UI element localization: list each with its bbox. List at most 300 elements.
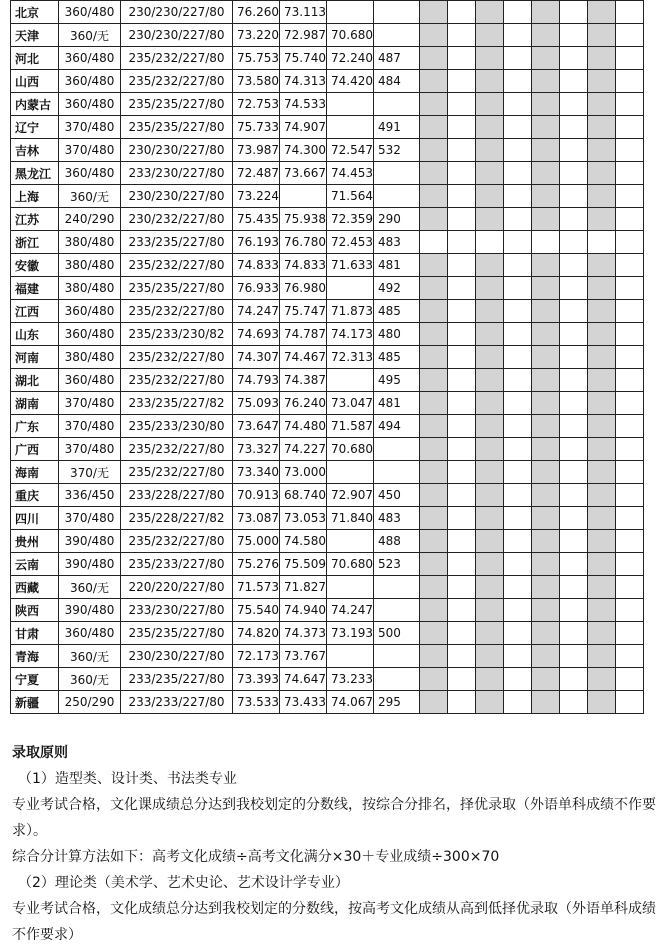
shaded-cell <box>532 185 560 208</box>
province-cell: 山东 <box>11 323 59 346</box>
table-row <box>11 530 644 553</box>
score-line-cell: 360/无 <box>59 576 121 599</box>
empty-cell <box>560 139 588 162</box>
value-cell-2: 73.053 <box>280 507 327 530</box>
shaded-cell <box>420 185 448 208</box>
shaded-cell <box>476 691 504 714</box>
value-cell-2: 73.113 <box>280 1 327 24</box>
value-cell-2: 71.827 <box>280 576 327 599</box>
shaded-cell <box>420 346 448 369</box>
value-cell-2: 74.313 <box>280 70 327 93</box>
shaded-cell <box>420 622 448 645</box>
province-cell: 天津 <box>11 24 59 47</box>
value-cell-1: 76.193 <box>233 231 280 254</box>
score-table <box>10 0 644 714</box>
table-row <box>11 139 644 162</box>
value-cell-1: 75.733 <box>233 116 280 139</box>
empty-cell <box>504 116 532 139</box>
score-line-cell: 360/480 <box>59 47 121 70</box>
shaded-cell <box>476 576 504 599</box>
shaded-cell <box>532 461 560 484</box>
shaded-cell <box>420 116 448 139</box>
value-cell-3 <box>327 576 374 599</box>
province-cell: 上海 <box>11 185 59 208</box>
empty-cell <box>448 392 476 415</box>
province-cell: 河南 <box>11 346 59 369</box>
score-line-cell: 240/290 <box>59 208 121 231</box>
empty-cell <box>448 668 476 691</box>
subject-line-cell: 235/232/227/80 <box>121 70 233 93</box>
empty-cell <box>560 47 588 70</box>
subject-line-cell: 235/232/227/80 <box>121 461 233 484</box>
value-cell-1: 73.327 <box>233 438 280 461</box>
shaded-cell <box>588 162 616 185</box>
shaded-cell <box>420 507 448 530</box>
subject-line-cell: 235/235/227/80 <box>121 277 233 300</box>
value-cell-1: 74.820 <box>233 622 280 645</box>
shaded-cell <box>532 277 560 300</box>
value-cell-1: 75.276 <box>233 553 280 576</box>
shaded-cell <box>532 116 560 139</box>
shaded-cell <box>476 24 504 47</box>
shaded-cell <box>476 484 504 507</box>
value-cell-2: 73.667 <box>280 162 327 185</box>
table-row <box>11 461 644 484</box>
value-cell-4: 488 <box>374 530 420 553</box>
value-cell-2: 74.533 <box>280 93 327 116</box>
subject-line-cell: 230/230/227/80 <box>121 645 233 668</box>
shaded-cell <box>420 47 448 70</box>
shaded-cell <box>420 300 448 323</box>
empty-cell <box>616 1 644 24</box>
value-cell-1: 73.224 <box>233 185 280 208</box>
shaded-cell <box>420 599 448 622</box>
shaded-cell <box>532 668 560 691</box>
shaded-cell <box>420 484 448 507</box>
subject-line-cell: 235/233/227/80 <box>121 553 233 576</box>
table-row <box>11 162 644 185</box>
shaded-cell <box>588 507 616 530</box>
subject-line-cell: 220/220/227/80 <box>121 576 233 599</box>
value-cell-1: 73.220 <box>233 24 280 47</box>
empty-cell <box>560 553 588 576</box>
value-cell-1: 76.260 <box>233 1 280 24</box>
score-line-cell: 390/480 <box>59 553 121 576</box>
shaded-cell <box>476 277 504 300</box>
province-cell: 甘肃 <box>11 622 59 645</box>
empty-cell <box>504 185 532 208</box>
value-cell-3: 72.240 <box>327 47 374 70</box>
empty-cell <box>560 346 588 369</box>
empty-cell <box>616 162 644 185</box>
province-cell: 海南 <box>11 461 59 484</box>
empty-cell <box>504 461 532 484</box>
value-cell-2: 75.740 <box>280 47 327 70</box>
empty-cell <box>504 576 532 599</box>
value-cell-4 <box>374 1 420 24</box>
empty-cell <box>560 300 588 323</box>
table-row <box>11 668 644 691</box>
province-cell: 吉林 <box>11 139 59 162</box>
shaded-cell <box>420 461 448 484</box>
province-cell: 湖南 <box>11 392 59 415</box>
empty-cell <box>504 599 532 622</box>
shaded-cell <box>588 461 616 484</box>
shaded-cell <box>588 139 616 162</box>
score-line-cell: 370/无 <box>59 461 121 484</box>
empty-cell <box>616 300 644 323</box>
empty-cell <box>504 415 532 438</box>
shaded-cell <box>532 691 560 714</box>
subject-line-cell: 235/232/227/80 <box>121 300 233 323</box>
province-cell: 安徽 <box>11 254 59 277</box>
empty-cell <box>448 691 476 714</box>
value-cell-2: 74.647 <box>280 668 327 691</box>
table-row <box>11 438 644 461</box>
value-cell-1: 71.573 <box>233 576 280 599</box>
shaded-cell <box>420 691 448 714</box>
value-cell-3 <box>327 645 374 668</box>
table-row <box>11 369 644 392</box>
value-cell-3: 71.873 <box>327 300 374 323</box>
shaded-cell <box>420 530 448 553</box>
admission-principles <box>12 740 662 948</box>
value-cell-2: 74.833 <box>280 254 327 277</box>
empty-cell <box>504 346 532 369</box>
value-cell-1: 74.247 <box>233 300 280 323</box>
province-cell: 黑龙江 <box>11 162 59 185</box>
table-row <box>11 116 644 139</box>
table-row <box>11 553 644 576</box>
value-cell-1: 75.000 <box>233 530 280 553</box>
empty-cell <box>560 231 588 254</box>
empty-cell <box>560 369 588 392</box>
empty-cell <box>448 346 476 369</box>
empty-cell <box>532 231 560 254</box>
score-line-cell: 370/480 <box>59 507 121 530</box>
shaded-cell <box>420 139 448 162</box>
province-cell: 重庆 <box>11 484 59 507</box>
empty-cell <box>560 185 588 208</box>
value-cell-1: 76.933 <box>233 277 280 300</box>
province-cell: 云南 <box>11 553 59 576</box>
score-line-cell: 360/无 <box>59 24 121 47</box>
shaded-cell <box>420 254 448 277</box>
shaded-cell <box>588 47 616 70</box>
value-cell-2: 74.300 <box>280 139 327 162</box>
shaded-cell <box>476 1 504 24</box>
shaded-cell <box>588 116 616 139</box>
value-cell-2: 74.480 <box>280 415 327 438</box>
shaded-cell <box>532 622 560 645</box>
empty-cell <box>448 530 476 553</box>
empty-cell <box>616 254 644 277</box>
empty-cell <box>448 300 476 323</box>
value-cell-3: 73.233 <box>327 668 374 691</box>
value-cell-2: 74.787 <box>280 323 327 346</box>
province-cell: 湖北 <box>11 369 59 392</box>
shaded-cell <box>420 24 448 47</box>
empty-cell <box>448 24 476 47</box>
subject-line-cell: 235/235/227/80 <box>121 622 233 645</box>
empty-cell <box>560 162 588 185</box>
empty-cell <box>616 691 644 714</box>
shaded-cell <box>420 93 448 116</box>
province-cell: 广东 <box>11 415 59 438</box>
empty-cell <box>616 231 644 254</box>
shaded-cell <box>476 162 504 185</box>
shaded-cell <box>476 392 504 415</box>
shaded-cell <box>420 576 448 599</box>
value-cell-4 <box>374 185 420 208</box>
empty-cell <box>448 507 476 530</box>
score-line-cell: 380/480 <box>59 277 121 300</box>
empty-cell <box>560 93 588 116</box>
value-cell-2: 75.747 <box>280 300 327 323</box>
shaded-cell <box>532 300 560 323</box>
score-line-cell: 360/480 <box>59 162 121 185</box>
shaded-cell <box>588 208 616 231</box>
empty-cell <box>504 93 532 116</box>
shaded-cell <box>420 70 448 93</box>
value-cell-2: 74.907 <box>280 116 327 139</box>
empty-cell <box>616 484 644 507</box>
empty-cell <box>504 231 532 254</box>
shaded-cell <box>476 530 504 553</box>
table-row <box>11 70 644 93</box>
empty-cell <box>504 24 532 47</box>
empty-cell <box>448 323 476 346</box>
score-line-cell: 370/480 <box>59 392 121 415</box>
empty-cell <box>448 484 476 507</box>
empty-cell <box>560 277 588 300</box>
value-cell-3: 74.173 <box>327 323 374 346</box>
shaded-cell <box>532 346 560 369</box>
empty-cell <box>560 576 588 599</box>
value-cell-4: 484 <box>374 70 420 93</box>
value-cell-4: 485 <box>374 300 420 323</box>
shaded-cell <box>588 530 616 553</box>
value-cell-4 <box>374 645 420 668</box>
empty-cell <box>504 484 532 507</box>
shaded-cell <box>588 277 616 300</box>
table-row <box>11 599 644 622</box>
shaded-cell <box>532 553 560 576</box>
score-line-cell: 360/480 <box>59 1 121 24</box>
value-cell-1: 73.987 <box>233 139 280 162</box>
empty-cell <box>560 415 588 438</box>
value-cell-1: 73.647 <box>233 415 280 438</box>
subject-line-cell: 233/230/227/80 <box>121 599 233 622</box>
value-cell-1: 75.093 <box>233 392 280 415</box>
shaded-cell <box>532 139 560 162</box>
value-cell-4: 290 <box>374 208 420 231</box>
value-cell-3 <box>327 461 374 484</box>
value-cell-1: 73.393 <box>233 668 280 691</box>
empty-cell <box>448 93 476 116</box>
empty-cell <box>616 576 644 599</box>
shaded-cell <box>476 116 504 139</box>
shaded-cell <box>476 254 504 277</box>
table-row <box>11 231 644 254</box>
empty-cell <box>560 484 588 507</box>
subject-line-cell: 235/232/227/80 <box>121 438 233 461</box>
shaded-cell <box>588 70 616 93</box>
value-cell-4: 494 <box>374 415 420 438</box>
shaded-cell <box>588 323 616 346</box>
shaded-cell <box>476 599 504 622</box>
shaded-cell <box>476 668 504 691</box>
value-cell-1: 72.753 <box>233 93 280 116</box>
value-cell-4 <box>374 576 420 599</box>
value-cell-1: 70.913 <box>233 484 280 507</box>
score-line-cell: 370/480 <box>59 415 121 438</box>
empty-cell <box>616 415 644 438</box>
empty-cell <box>616 139 644 162</box>
shaded-cell <box>476 139 504 162</box>
value-cell-2: 73.000 <box>280 461 327 484</box>
value-cell-1: 75.753 <box>233 47 280 70</box>
value-cell-4: 483 <box>374 231 420 254</box>
value-cell-1: 72.487 <box>233 162 280 185</box>
empty-cell <box>448 139 476 162</box>
shaded-cell <box>532 24 560 47</box>
value-cell-1: 73.580 <box>233 70 280 93</box>
empty-cell <box>448 645 476 668</box>
shaded-cell <box>476 70 504 93</box>
empty-cell <box>504 300 532 323</box>
empty-cell <box>448 116 476 139</box>
empty-cell <box>616 24 644 47</box>
value-cell-3: 71.587 <box>327 415 374 438</box>
empty-cell <box>560 691 588 714</box>
value-cell-1: 74.833 <box>233 254 280 277</box>
empty-cell <box>504 530 532 553</box>
subject-line-cell: 235/235/227/80 <box>121 116 233 139</box>
empty-cell <box>504 691 532 714</box>
empty-cell <box>616 346 644 369</box>
empty-cell <box>504 622 532 645</box>
value-cell-1: 75.540 <box>233 599 280 622</box>
score-line-cell: 336/450 <box>59 484 121 507</box>
subject-line-cell: 233/230/227/80 <box>121 162 233 185</box>
shaded-cell <box>588 392 616 415</box>
empty-cell <box>560 24 588 47</box>
shaded-cell <box>532 162 560 185</box>
province-cell: 四川 <box>11 507 59 530</box>
value-cell-2: 74.580 <box>280 530 327 553</box>
value-cell-3: 72.453 <box>327 231 374 254</box>
province-cell: 江西 <box>11 300 59 323</box>
shaded-cell <box>420 668 448 691</box>
empty-cell <box>616 392 644 415</box>
province-cell: 浙江 <box>11 231 59 254</box>
empty-cell <box>448 622 476 645</box>
shaded-cell <box>532 93 560 116</box>
empty-cell <box>560 645 588 668</box>
province-cell: 贵州 <box>11 530 59 553</box>
score-line-cell: 370/480 <box>59 438 121 461</box>
item1-body: 专业考试合格，文化课成绩总分达到我校划定的分数线，按综合分排名，择优录取（外语单科成绩不作要求）。 <box>12 797 656 839</box>
empty-cell <box>616 116 644 139</box>
empty-cell <box>448 70 476 93</box>
empty-cell <box>504 668 532 691</box>
shaded-cell <box>476 622 504 645</box>
province-cell: 陕西 <box>11 599 59 622</box>
empty-cell <box>504 70 532 93</box>
shaded-cell <box>476 438 504 461</box>
empty-cell <box>560 254 588 277</box>
value-cell-3 <box>327 369 374 392</box>
value-cell-2 <box>280 185 327 208</box>
province-cell: 宁夏 <box>11 668 59 691</box>
empty-cell <box>588 231 616 254</box>
value-cell-4 <box>374 24 420 47</box>
score-line-cell: 360/480 <box>59 323 121 346</box>
score-line-cell: 390/480 <box>59 530 121 553</box>
value-cell-1: 74.793 <box>233 369 280 392</box>
score-line-cell: 250/290 <box>59 691 121 714</box>
value-cell-1: 73.340 <box>233 461 280 484</box>
shaded-cell <box>532 530 560 553</box>
province-cell: 福建 <box>11 277 59 300</box>
empty-cell <box>448 553 476 576</box>
empty-cell <box>560 438 588 461</box>
shaded-cell <box>588 668 616 691</box>
empty-cell <box>616 93 644 116</box>
value-cell-2: 75.938 <box>280 208 327 231</box>
empty-cell <box>616 438 644 461</box>
value-cell-3: 74.453 <box>327 162 374 185</box>
shaded-cell <box>532 392 560 415</box>
shaded-cell <box>476 185 504 208</box>
empty-cell <box>616 277 644 300</box>
shaded-cell <box>420 415 448 438</box>
score-line-cell: 360/480 <box>59 622 121 645</box>
value-cell-3: 72.359 <box>327 208 374 231</box>
shaded-cell <box>588 645 616 668</box>
empty-cell <box>504 47 532 70</box>
empty-cell <box>504 277 532 300</box>
empty-cell <box>504 553 532 576</box>
shaded-cell <box>420 392 448 415</box>
empty-cell <box>448 47 476 70</box>
province-cell: 北京 <box>11 1 59 24</box>
score-table-body <box>11 1 644 714</box>
empty-cell <box>560 70 588 93</box>
value-cell-4: 532 <box>374 139 420 162</box>
empty-cell <box>616 599 644 622</box>
empty-cell <box>616 507 644 530</box>
subject-line-cell: 235/232/227/80 <box>121 346 233 369</box>
subject-line-cell: 233/228/227/80 <box>121 484 233 507</box>
empty-cell <box>616 185 644 208</box>
province-cell: 新疆 <box>11 691 59 714</box>
table-row <box>11 277 644 300</box>
shaded-cell <box>532 645 560 668</box>
province-cell: 内蒙古 <box>11 93 59 116</box>
item1-title: （1）造型类、设计类、书法类专业 <box>18 771 237 787</box>
value-cell-2: 73.433 <box>280 691 327 714</box>
subject-line-cell: 233/235/227/80 <box>121 231 233 254</box>
empty-cell <box>504 369 532 392</box>
subject-line-cell: 230/230/227/80 <box>121 24 233 47</box>
value-cell-2: 76.240 <box>280 392 327 415</box>
empty-cell <box>448 461 476 484</box>
empty-cell <box>448 576 476 599</box>
empty-cell <box>504 645 532 668</box>
shaded-cell <box>420 645 448 668</box>
